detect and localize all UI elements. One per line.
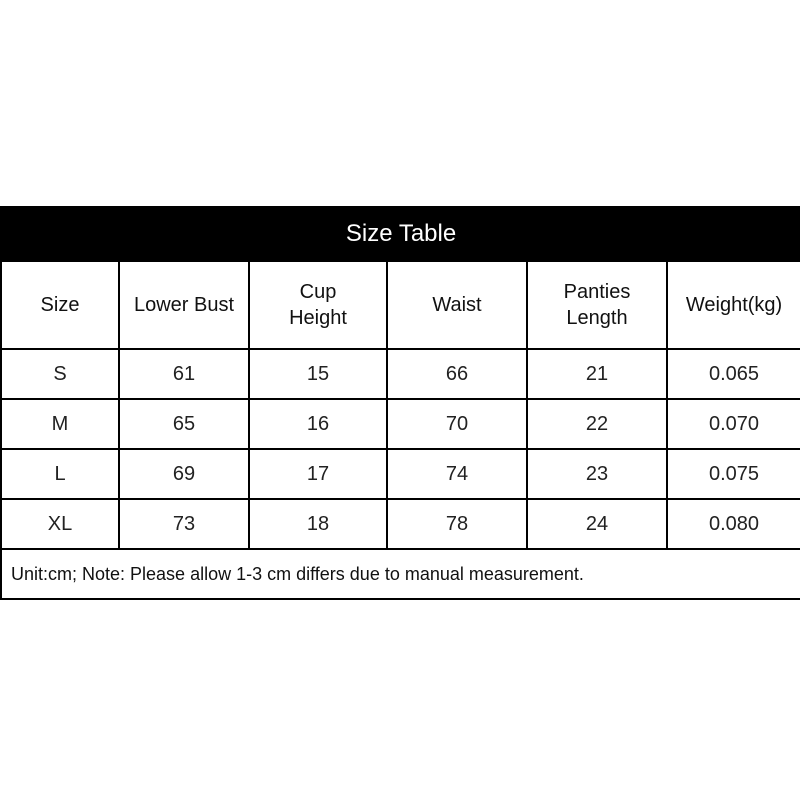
cell-waist: 66 [387, 349, 527, 399]
column-header-panties-length [527, 261, 667, 349]
cell-weight: 0.065 [667, 349, 800, 399]
column-header-label: Weight(kg) [685, 294, 783, 316]
cell-panties-length: 22 [527, 399, 667, 449]
cell-panties-length: 21 [527, 349, 667, 399]
cell-lower-bust: 73 [119, 499, 249, 549]
cell-size: M [1, 399, 119, 449]
title-row [1, 207, 800, 261]
measurement-note: Unit:cm; Note: Please allow 1-3 cm differs due to manual measurement. [1, 549, 800, 599]
cell-waist: 74 [387, 449, 527, 499]
cell-size: L [1, 449, 119, 499]
column-header-waist [387, 261, 527, 349]
column-header-label: Lower Bust [133, 294, 235, 316]
cell-weight: 0.080 [667, 499, 800, 549]
table-title: Size Table [1, 207, 800, 261]
cell-size: XL [1, 499, 119, 549]
cell-cup-height: 18 [249, 499, 387, 549]
size-table [0, 206, 800, 600]
cell-cup-height: 17 [249, 449, 387, 499]
table-row [1, 349, 800, 399]
column-header-label: Waist [432, 294, 482, 316]
cell-waist: 78 [387, 499, 527, 549]
cell-weight: 0.070 [667, 399, 800, 449]
cell-panties-length: 23 [527, 449, 667, 499]
cell-lower-bust: 69 [119, 449, 249, 499]
cell-panties-length: 24 [527, 499, 667, 549]
column-header-lower-bust [119, 261, 249, 349]
cell-cup-height: 16 [249, 399, 387, 449]
table-row [1, 499, 800, 549]
note-row [1, 549, 800, 599]
cell-weight: 0.075 [667, 449, 800, 499]
cell-lower-bust: 65 [119, 399, 249, 449]
cell-waist: 70 [387, 399, 527, 449]
header-row [1, 261, 800, 349]
column-header-label: Cup Height [289, 281, 347, 329]
column-header-cup-height [249, 261, 387, 349]
table-row [1, 449, 800, 499]
cell-cup-height: 15 [249, 349, 387, 399]
column-header-label: Panties Length [563, 281, 631, 329]
cell-size: S [1, 349, 119, 399]
column-header-weight [667, 261, 800, 349]
column-header-size [1, 261, 119, 349]
column-header-label: Size [40, 294, 80, 316]
cell-lower-bust: 61 [119, 349, 249, 399]
table-row [1, 399, 800, 449]
